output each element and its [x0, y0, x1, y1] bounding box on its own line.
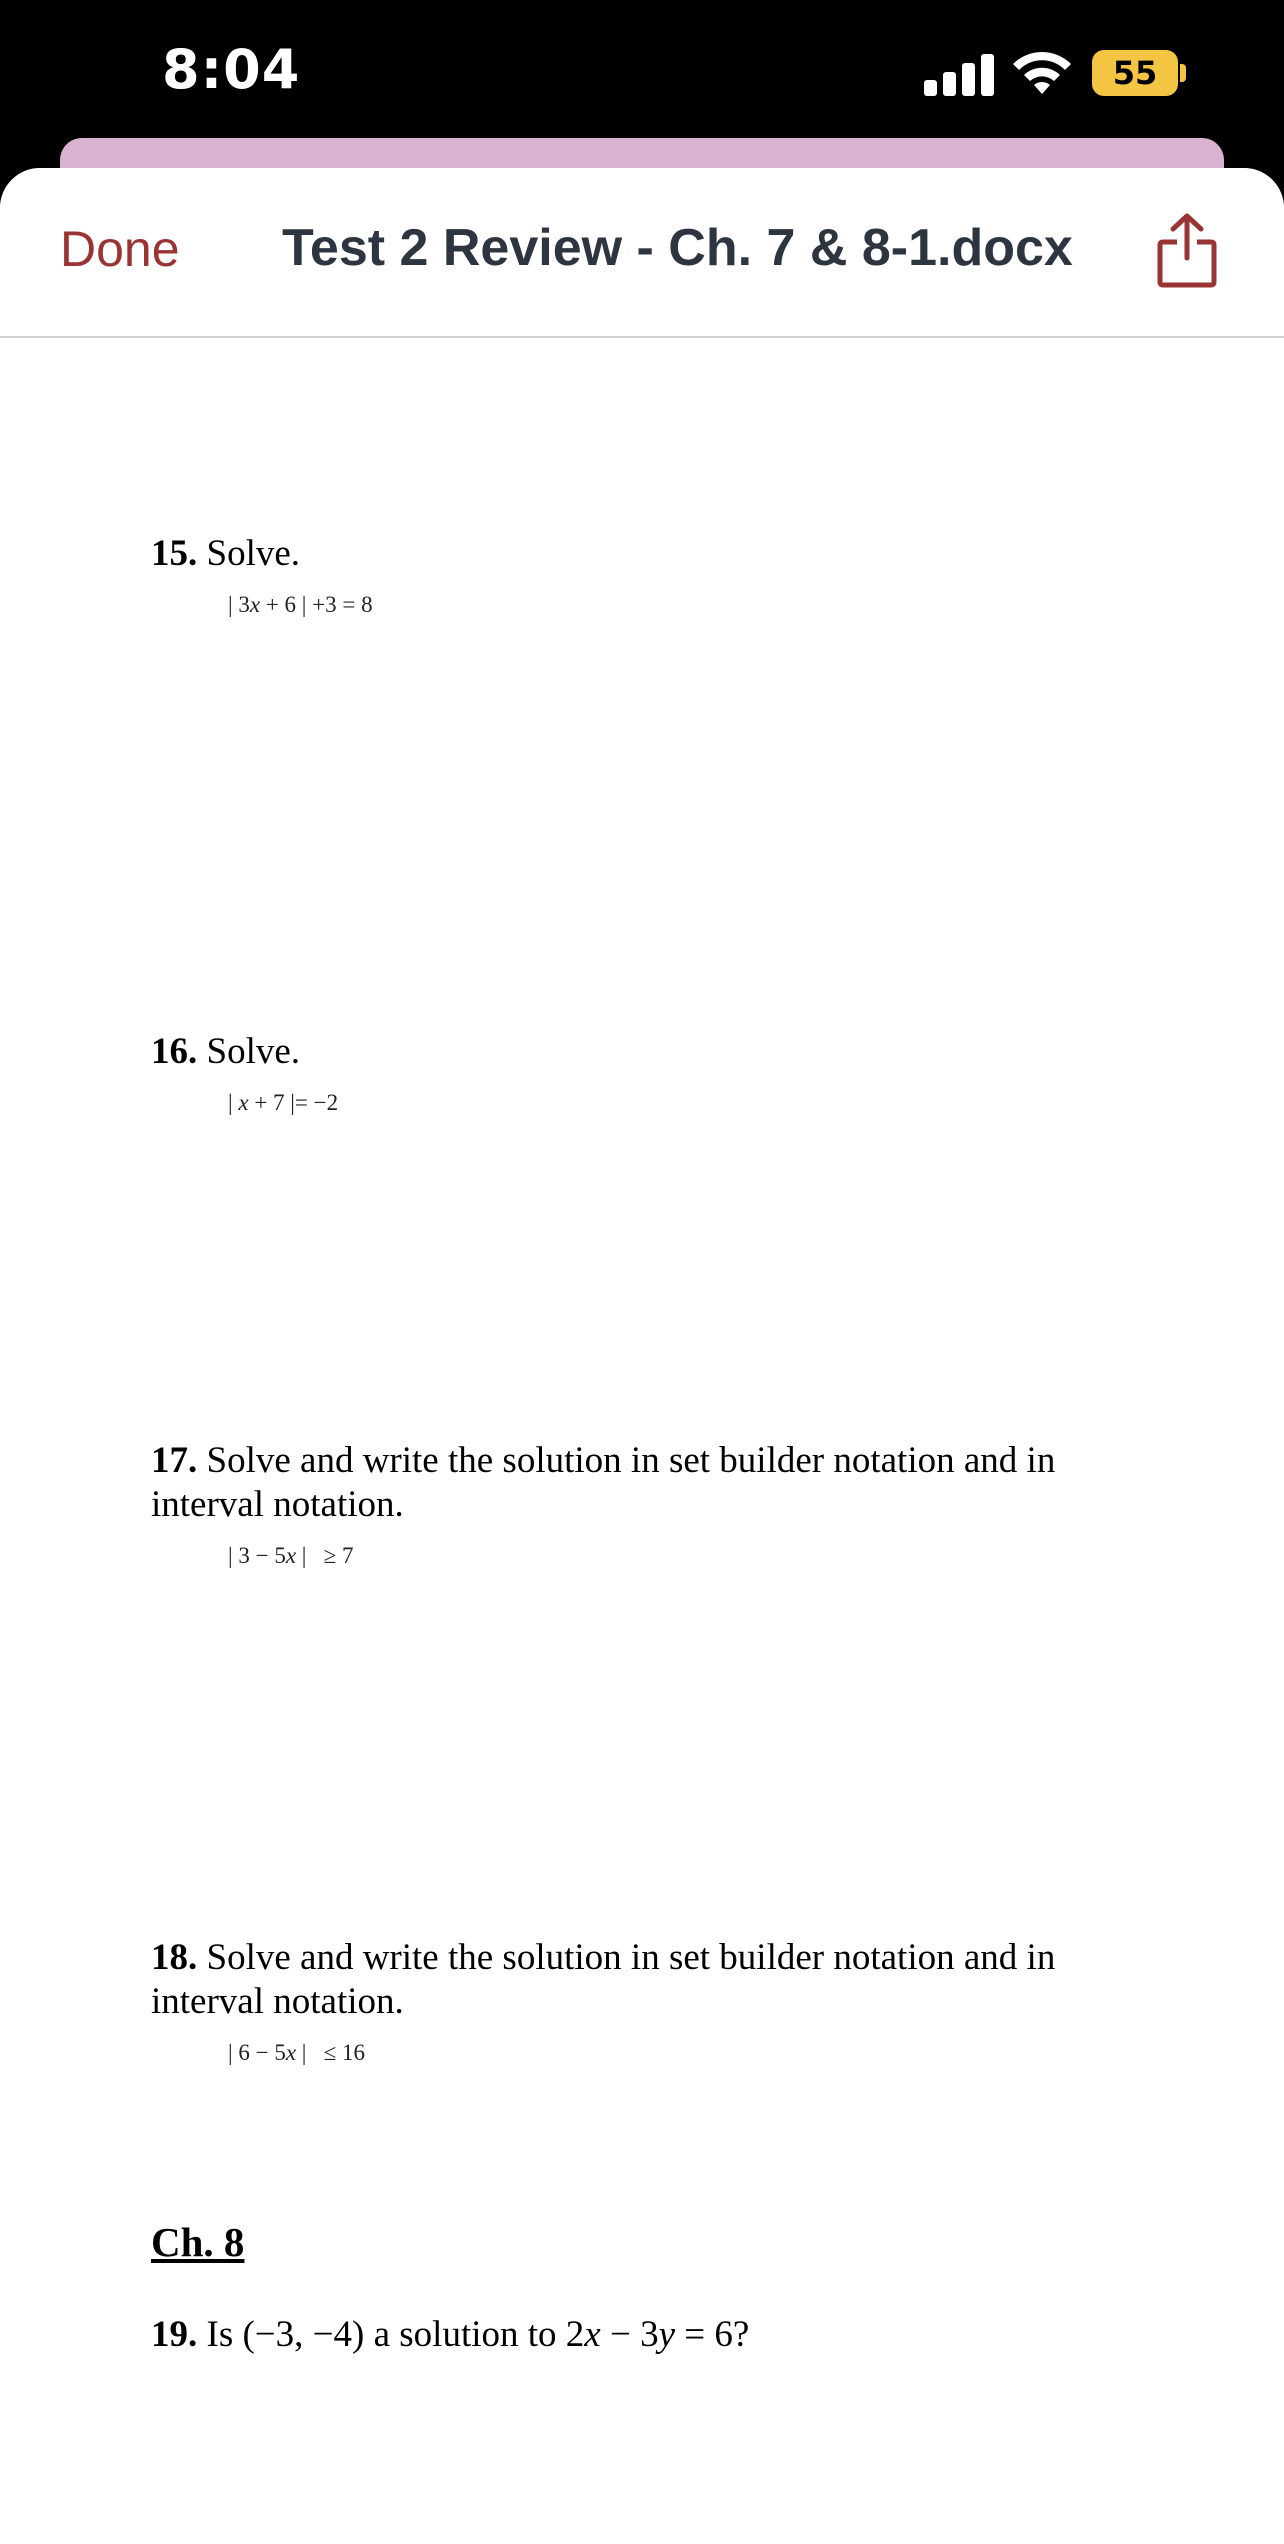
battery-cap: [1180, 64, 1186, 82]
question-number: 19.: [151, 2314, 198, 2355]
question-number: 18.: [151, 1937, 198, 1978]
question-15: [151, 532, 1151, 576]
question-text: Is (−3, −4) a solution to 2x − 3y = 6?: [206, 2314, 750, 2355]
done-button[interactable]: Done: [60, 221, 180, 277]
wifi-icon: [1010, 48, 1074, 98]
question-19: [151, 2313, 1151, 2357]
document-body: [0, 338, 1284, 2544]
document-title: Test 2 Review - Ch. 7 & 8-1.docx: [282, 219, 1073, 277]
equation-17: | 3 − 5x | ≥ 7: [228, 1543, 354, 1568]
question-16: [151, 1030, 1151, 1074]
chapter-heading: Ch. 8: [151, 2219, 245, 2265]
status-time: 8:04: [162, 38, 301, 101]
nav-bar: [0, 168, 1284, 338]
equation-15: | 3x + 6 | +3 = 8: [228, 592, 373, 617]
question-18: [151, 1936, 1151, 2024]
question-17: [151, 1439, 1151, 1527]
question-text: Solve and write the solution in set builder notation and in interval notation.: [151, 1937, 1056, 2022]
status-bar: [0, 0, 1284, 150]
question-text: Solve.: [206, 1031, 301, 1072]
question-text: Solve.: [206, 533, 301, 574]
equation-18: | 6 − 5x | ≤ 16: [228, 2040, 366, 2065]
question-number: 16.: [151, 1031, 198, 1072]
equation-16: | x + 7 |= −2: [228, 1090, 339, 1115]
signal-icon: [924, 52, 994, 96]
document-sheet: [0, 168, 1284, 2544]
share-icon[interactable]: [1156, 212, 1218, 288]
question-text: Solve and write the solution in set builder notation and in interval notation.: [151, 1440, 1056, 1525]
battery-level: 55: [1112, 54, 1158, 92]
battery-icon: [1092, 50, 1178, 96]
question-number: 15.: [151, 533, 198, 574]
question-number: 17.: [151, 1440, 198, 1481]
